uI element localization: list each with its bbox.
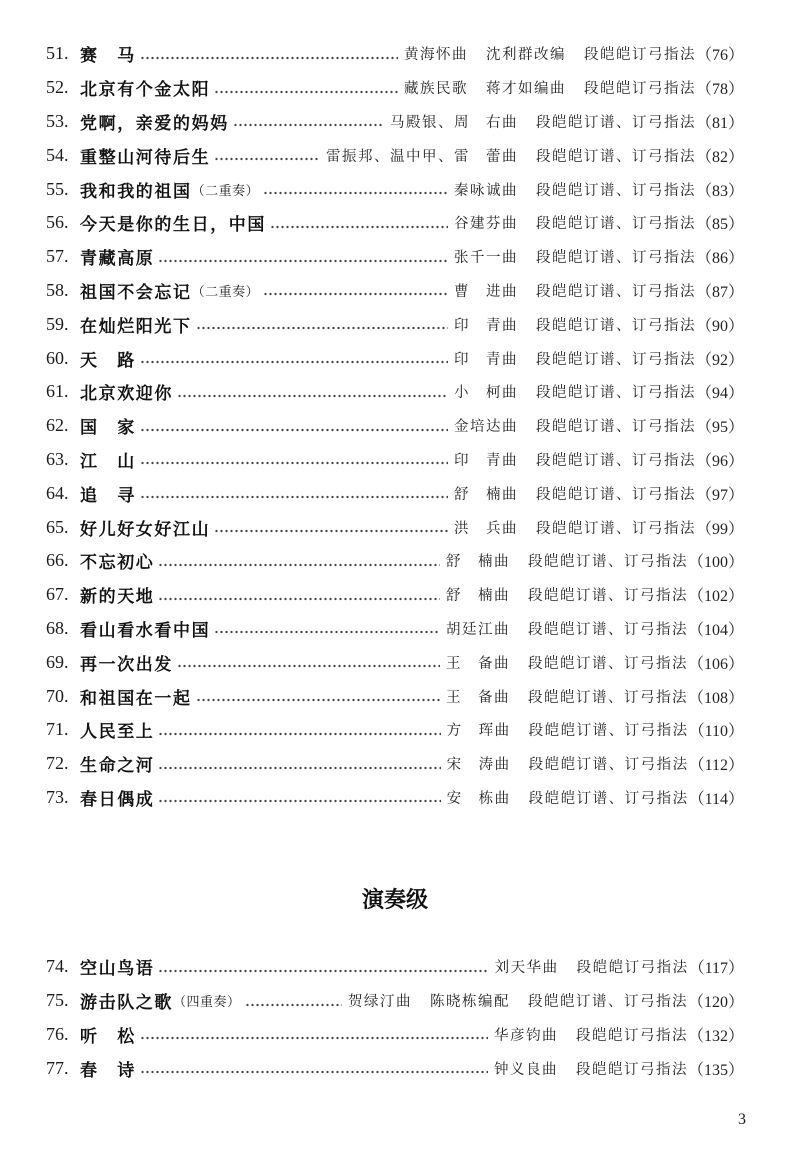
entry-number: 58. [46, 279, 69, 300]
entry-credits [447, 786, 744, 809]
entry-editor: 段皑皑订谱、订弓指法 [535, 520, 696, 537]
toc-entry [46, 645, 744, 679]
entry-note: （四重奏） [173, 995, 241, 1011]
toc-entry [46, 984, 744, 1018]
entry-page: （86） [695, 250, 744, 268]
entry-number: 62. [46, 415, 69, 436]
toc-entry [46, 206, 744, 240]
dot-leader [158, 248, 448, 266]
entry-number: 69. [46, 651, 69, 672]
entry-page: （85） [695, 216, 744, 234]
dot-leader [140, 484, 448, 502]
entry-composer: 洪 兵曲 [453, 520, 518, 537]
entry-editor: 段皑皑订谱、订弓指法 [527, 588, 688, 605]
entry-page: （132） [687, 1027, 744, 1045]
entry-credits [494, 1023, 744, 1046]
entry-credits [494, 1057, 744, 1080]
entry-composer: 胡廷江曲 [445, 621, 510, 638]
section-heading: 演奏级 [361, 887, 428, 913]
dot-leader [214, 79, 398, 97]
entry-page: （110） [688, 723, 744, 741]
entry-number: 52. [46, 77, 69, 98]
toc-entry [46, 105, 744, 139]
entry-editor: 段皑皑订谱、订弓指法 [535, 385, 696, 402]
entry-title: 空山鸟语 [80, 959, 155, 980]
entry-composer: 华彦钧曲 [493, 1027, 558, 1044]
entry-page: （112） [688, 757, 744, 775]
entry-credits [326, 144, 744, 167]
entry-composer: 印 青曲 [453, 452, 518, 469]
entry-credits [446, 583, 744, 606]
entry-credits [404, 42, 744, 65]
toc-entry [46, 578, 744, 612]
entry-page: （117） [688, 960, 744, 978]
toc-entry [46, 307, 744, 341]
entry-credits [454, 448, 744, 471]
toc-entry [46, 781, 744, 815]
entry-credits [454, 380, 744, 403]
toc-entry [46, 612, 744, 646]
entry-title: 和祖国在一起 [80, 688, 192, 709]
entry-composer: 舒 楠曲 [445, 588, 510, 605]
entry-page: （87） [695, 283, 744, 301]
entry-composer: 宋 涛曲 [446, 757, 511, 774]
entry-note: （二重奏） [191, 183, 260, 199]
entry-number: 54. [46, 144, 69, 165]
entry-title: 新的天地 [80, 587, 155, 608]
entry-credits [454, 211, 744, 234]
dot-leader [158, 755, 440, 773]
entry-editor: 段皑皑订弓指法 [583, 81, 696, 98]
entry-credits [390, 110, 744, 133]
entry-composer: 藏族民歌 [403, 81, 468, 98]
entry-editor: 段皑皑订谱、订弓指法 [527, 621, 688, 638]
entry-title: 游击队之歌 [80, 993, 173, 1014]
toc-list-main [46, 37, 744, 814]
entry-credits [454, 347, 744, 370]
entry-credits [454, 482, 744, 505]
entry-number: 77. [46, 1057, 69, 1078]
toc-entry [46, 544, 744, 578]
toc-entry [46, 510, 744, 544]
entry-editor: 段皑皑订谱、订弓指法 [535, 216, 696, 233]
entry-number: 71. [46, 719, 69, 740]
entry-title: 在灿烂阳光下 [80, 316, 192, 337]
entry-number: 59. [46, 313, 69, 334]
entry-number: 57. [46, 246, 69, 267]
entry-page: （83） [695, 182, 744, 200]
entry-composer: 马殿银、周 右曲 [389, 114, 518, 131]
toc-entry [46, 950, 744, 984]
dot-leader [140, 1025, 488, 1043]
entry-composer: 张千一曲 [453, 250, 518, 267]
entry-page: （90） [695, 317, 744, 335]
toc-entry [46, 409, 744, 443]
entry-page: （76） [695, 47, 744, 65]
entry-composer: 印 青曲 [453, 351, 518, 368]
entry-composer: 舒 楠曲 [453, 486, 518, 503]
toc-entry [46, 443, 744, 477]
dot-leader [140, 417, 448, 435]
dot-leader [158, 721, 440, 739]
entry-composer: 谷建芬曲 [453, 216, 518, 233]
entry-credits [446, 651, 744, 674]
toc-entry [46, 138, 744, 172]
entry-title: 党啊，亲爱的妈妈 [80, 113, 229, 134]
entry-arranger: 陈晓栋编配 [429, 994, 510, 1011]
entry-page: （94） [695, 385, 744, 403]
dot-leader [233, 112, 384, 130]
entry-title: 江 山 [80, 451, 136, 472]
entry-title: 祖国不会忘记 [80, 282, 192, 303]
entry-page: （108） [687, 689, 744, 707]
entry-title: 北京有个金太阳 [80, 80, 211, 101]
entry-page: （135） [687, 1061, 744, 1079]
entry-page: （99） [695, 520, 744, 538]
dot-leader [214, 619, 440, 637]
entry-title: 国 家 [80, 418, 136, 439]
entry-title: 天 路 [80, 350, 136, 371]
entry-credits [454, 414, 744, 437]
dot-leader [263, 180, 448, 198]
toc-entry [46, 172, 744, 206]
entry-page: （100） [687, 554, 744, 572]
entry-composer: 王 备曲 [445, 655, 510, 672]
entry-editor: 段皑皑订弓指法 [576, 960, 689, 977]
entry-credits [348, 989, 744, 1012]
dot-leader [196, 315, 448, 333]
entry-title: 春日偶成 [80, 789, 155, 810]
dot-leader [270, 214, 448, 232]
dot-leader [263, 281, 448, 299]
entry-editor: 段皑皑订谱、订弓指法 [527, 689, 688, 706]
toc-entry [46, 375, 744, 409]
entry-credits [454, 279, 744, 302]
entry-arranger: 蒋才如编曲 [485, 81, 566, 98]
entry-editor: 段皑皑订弓指法 [575, 1061, 688, 1078]
entry-title: 人民至上 [80, 722, 155, 743]
entry-number: 60. [46, 347, 69, 368]
entry-page: （102） [687, 588, 744, 606]
toc-entry [46, 71, 744, 105]
entry-page: （81） [695, 114, 744, 132]
entry-number: 73. [46, 786, 69, 807]
dot-leader [214, 146, 320, 164]
toc-entry [46, 274, 744, 308]
entry-editor: 段皑皑订谱、订弓指法 [535, 419, 696, 436]
entry-title: 重整山河待后生 [80, 147, 211, 168]
entry-page: （82） [695, 148, 744, 166]
entry-number: 63. [46, 448, 69, 469]
entry-number: 67. [46, 584, 69, 605]
entry-number: 68. [46, 617, 69, 638]
entry-credits [454, 516, 744, 539]
entry-page: （106） [687, 655, 744, 673]
entry-number: 75. [46, 990, 69, 1011]
entry-composer: 舒 楠曲 [445, 554, 510, 571]
entry-title: 今天是你的生日，中国 [80, 215, 266, 236]
dot-leader [177, 383, 448, 401]
dot-leader [140, 349, 448, 367]
entry-composer: 曹 进曲 [453, 283, 518, 300]
entry-number: 74. [46, 956, 69, 977]
entry-number: 66. [46, 550, 69, 571]
entry-title: 春 诗 [80, 1060, 136, 1081]
entry-title: 好儿好女好江山 [80, 519, 211, 540]
entry-composer: 金培达曲 [453, 419, 518, 436]
entry-composer: 黄海怀曲 [403, 47, 468, 64]
toc-entry [46, 341, 744, 375]
entry-title: 听 松 [80, 1026, 136, 1047]
dot-leader [158, 586, 440, 604]
entry-credits [454, 313, 744, 336]
entry-credits [447, 718, 744, 741]
entry-composer: 小 柯曲 [453, 385, 518, 402]
dot-leader [140, 450, 448, 468]
entry-number: 72. [46, 753, 69, 774]
dot-leader [177, 653, 440, 671]
entry-credits [447, 752, 744, 775]
entry-number: 76. [46, 1023, 69, 1044]
entry-credits [454, 178, 744, 201]
dot-leader [158, 958, 488, 976]
entry-title: 追 寻 [80, 485, 136, 506]
entry-editor: 段皑皑订谱、订弓指法 [535, 317, 696, 334]
toc-entry [46, 1051, 744, 1085]
entry-composer: 雷振邦、温中甲、雷 蕾曲 [325, 148, 518, 165]
entry-editor: 段皑皑订谱、订弓指法 [535, 452, 696, 469]
entry-editor: 段皑皑订谱、订弓指法 [535, 351, 696, 368]
entry-editor: 段皑皑订谱、订弓指法 [527, 994, 688, 1011]
toc-entry [46, 679, 744, 713]
entry-page: （78） [695, 81, 744, 99]
toc-entry [46, 747, 744, 781]
entry-composer: 贺绿汀曲 [347, 994, 412, 1011]
entry-page: （114） [688, 790, 744, 808]
entry-title: 生命之河 [80, 756, 155, 777]
toc-entry [46, 240, 744, 274]
entry-editor: 段皑皑订谱、订弓指法 [535, 182, 696, 199]
entry-credits [446, 617, 744, 640]
entry-page: （104） [687, 621, 744, 639]
page-number: 3 [738, 1111, 746, 1128]
entry-editor: 段皑皑订谱、订弓指法 [528, 757, 689, 774]
toc-list-performance [46, 950, 744, 1085]
entry-editor: 段皑皑订弓指法 [575, 1027, 688, 1044]
entry-number: 55. [46, 178, 69, 199]
toc-entry [46, 37, 744, 71]
entry-composer: 安 栋曲 [446, 790, 511, 807]
entry-credits [454, 245, 744, 268]
entry-title: 再一次出发 [80, 654, 173, 675]
dot-leader [158, 788, 440, 806]
dot-leader [140, 45, 398, 63]
entry-title: 看山看水看中国 [80, 620, 211, 641]
dot-leader [196, 687, 440, 705]
dot-leader [245, 992, 342, 1010]
entry-title: 我和我的祖国 [80, 181, 192, 202]
entry-credits [495, 955, 744, 978]
entry-credits [446, 549, 744, 572]
entry-number: 70. [46, 685, 69, 706]
entry-composer: 印 青曲 [453, 317, 518, 334]
entry-editor: 段皑皑订谱、订弓指法 [535, 486, 696, 503]
entry-editor: 段皑皑订谱、订弓指法 [535, 148, 696, 165]
entry-page: （97） [695, 486, 744, 504]
entry-composer: 刘天华曲 [494, 960, 559, 977]
entry-number: 65. [46, 516, 69, 537]
toc-entry [46, 476, 744, 510]
dot-leader [140, 1059, 488, 1077]
entry-title: 青藏高原 [80, 249, 155, 270]
entry-editor: 段皑皑订弓指法 [583, 47, 696, 64]
entry-title: 北京欢迎你 [80, 384, 173, 405]
entry-composer: 王 备曲 [445, 689, 510, 706]
entry-editor: 段皑皑订谱、订弓指法 [528, 723, 689, 740]
entry-title: 不忘初心 [80, 553, 155, 574]
entry-composer: 钟义良曲 [493, 1061, 558, 1078]
entry-composer: 秦咏诚曲 [453, 182, 518, 199]
entry-page: （95） [695, 419, 744, 437]
entry-editor: 段皑皑订谱、订弓指法 [527, 655, 688, 672]
toc-entry [46, 713, 744, 747]
dot-leader [214, 518, 448, 536]
entry-arranger: 沈利群改编 [485, 47, 566, 64]
entry-editor: 段皑皑订谱、订弓指法 [535, 114, 696, 131]
entry-editor: 段皑皑订谱、订弓指法 [535, 250, 696, 267]
entry-page: （120） [687, 994, 744, 1012]
entry-title: 赛 马 [80, 46, 136, 67]
entry-credits [446, 685, 744, 708]
entry-number: 56. [46, 212, 69, 233]
entry-number: 51. [46, 43, 69, 64]
entry-editor: 段皑皑订谱、订弓指法 [535, 283, 696, 300]
entry-credits [404, 76, 744, 99]
entry-number: 64. [46, 482, 69, 503]
dot-leader [158, 552, 440, 570]
toc-entry [46, 1018, 744, 1052]
entry-number: 53. [46, 110, 69, 131]
entry-page: （96） [695, 452, 744, 470]
entry-editor: 段皑皑订谱、订弓指法 [528, 790, 689, 807]
entry-editor: 段皑皑订谱、订弓指法 [527, 554, 688, 571]
entry-number: 61. [46, 381, 69, 402]
entry-composer: 方 珲曲 [446, 723, 511, 740]
entry-page: （92） [695, 351, 744, 369]
entry-note: （二重奏） [191, 284, 260, 300]
